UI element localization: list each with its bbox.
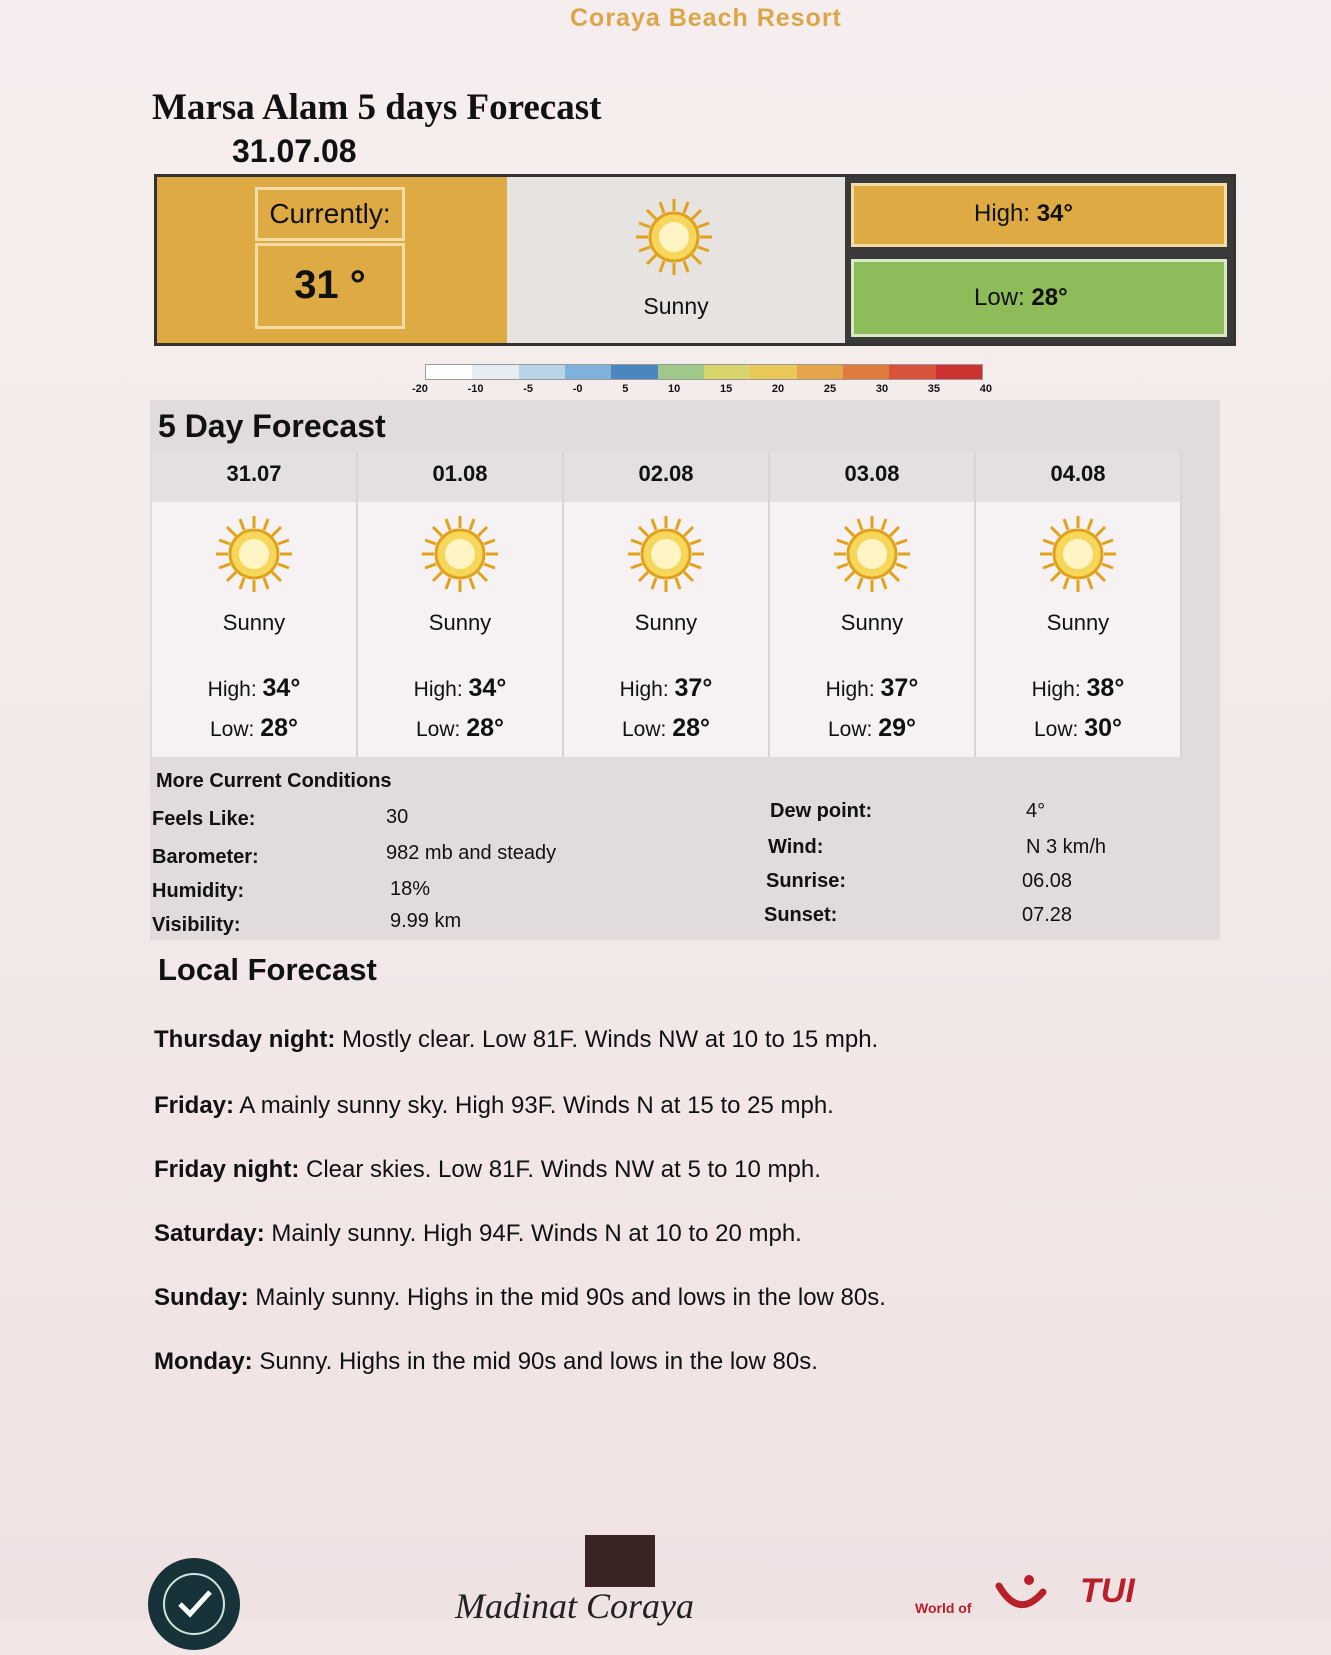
forecast-text: Clear skies. Low 81F. Winds NW at 5 to 10 mph. xyxy=(306,1156,821,1183)
page-date: 31.07.08 xyxy=(232,133,357,169)
low-label: Low: xyxy=(974,284,1025,311)
five-day-grid xyxy=(152,452,1182,757)
sun-icon xyxy=(212,512,296,596)
scale-tick-label: 30 xyxy=(875,383,889,395)
tui-brand: TUI xyxy=(1080,1572,1135,1610)
day-low xyxy=(976,714,1180,743)
forecast-day xyxy=(770,452,976,757)
forecast-period: Monday: xyxy=(154,1348,253,1375)
temperature-scale-labels xyxy=(412,383,992,395)
day-low-label: Low: xyxy=(827,718,873,741)
sun-icon xyxy=(624,512,708,596)
day-condition: Sunny xyxy=(634,610,698,635)
day-date: 04.08 xyxy=(976,452,1180,502)
forecast-day xyxy=(564,452,770,757)
day-low xyxy=(152,714,356,743)
day-high-label: High: xyxy=(825,678,875,701)
forecast-text: Mostly clear. Low 81F. Winds NW at 10 to 15 mph. xyxy=(342,1026,879,1053)
high-bar xyxy=(851,183,1227,247)
day-high-label: High: xyxy=(207,678,257,701)
day-low-label: Low: xyxy=(1033,718,1079,741)
forecast-period: Friday: xyxy=(154,1092,235,1119)
feels-like-label: Feels Like: xyxy=(152,808,256,830)
madinat-brand: Madinat Coraya xyxy=(455,1586,694,1626)
forecast-period: Saturday: xyxy=(154,1220,265,1247)
wind-value: N 3 km/h xyxy=(1026,836,1107,858)
day-high-label: High: xyxy=(413,678,463,701)
day-low xyxy=(358,714,562,743)
green-globe-logo xyxy=(148,1558,240,1650)
check-icon xyxy=(148,1558,240,1650)
five-day-heading: 5 Day Forecast xyxy=(158,408,386,444)
day-condition: Sunny xyxy=(840,610,904,635)
day-low-value: 28° xyxy=(466,714,504,742)
day-low-label: Low: xyxy=(415,718,461,741)
temperature-color-scale xyxy=(425,364,983,380)
day-high-value: 37° xyxy=(674,674,713,702)
scale-segment xyxy=(750,365,796,379)
resort-name: Coraya Beach Resort xyxy=(570,4,842,32)
forecast-period: Thursday night: xyxy=(154,1026,336,1053)
day-high xyxy=(976,674,1180,703)
sun-icon xyxy=(830,512,914,596)
day-condition: Sunny xyxy=(428,610,492,635)
tui-smile-logo xyxy=(993,1572,1053,1620)
page-title: Marsa Alam 5 days Forecast xyxy=(152,87,602,128)
scale-segment xyxy=(611,365,657,379)
scale-tick-label: 25 xyxy=(823,383,837,395)
day-high xyxy=(152,674,356,703)
forecast-day xyxy=(152,452,358,757)
conditions-heading: More Current Conditions xyxy=(156,770,392,792)
day-date: 03.08 xyxy=(770,452,974,502)
day-date: 31.07 xyxy=(152,452,356,502)
humidity-value: 18% xyxy=(390,878,431,900)
local-forecast-line xyxy=(154,1348,818,1376)
low-value: 28° xyxy=(1031,284,1068,311)
day-low-label: Low: xyxy=(621,718,667,741)
sun-icon xyxy=(1036,512,1120,596)
tui-prefix: World of xyxy=(915,1600,972,1616)
scale-segment xyxy=(797,365,843,379)
high-value: 34° xyxy=(1036,200,1073,227)
day-condition: Sunny xyxy=(1046,610,1110,635)
local-forecast-line xyxy=(154,1220,802,1248)
forecast-text: Mainly sunny. Highs in the mid 90s and lows in the low 80s. xyxy=(255,1284,886,1311)
current-weather-panel xyxy=(507,177,845,343)
sunrise-label: Sunrise: xyxy=(766,870,847,892)
sun-icon xyxy=(632,195,716,279)
current-label: Currently: xyxy=(255,187,405,241)
day-high-value: 34° xyxy=(468,674,507,702)
day-low-value: 28° xyxy=(672,714,710,742)
forecast-period: Sunday: xyxy=(154,1284,249,1311)
dew-point-label: Dew point: xyxy=(770,800,873,822)
current-temp-panel xyxy=(157,177,507,343)
scale-segment xyxy=(704,365,750,379)
barometer-value: 982 mb and steady xyxy=(386,842,557,864)
day-low-value: 28° xyxy=(260,714,298,742)
day-low xyxy=(770,714,974,743)
current-condition: Sunny xyxy=(643,293,709,319)
day-date: 01.08 xyxy=(358,452,562,502)
scale-tick-label: -5 xyxy=(523,383,533,395)
low-text xyxy=(974,284,1214,312)
scale-tick-label: -0 xyxy=(572,383,583,395)
day-high-value: 37° xyxy=(880,674,919,702)
day-high-value: 34° xyxy=(262,674,301,702)
sunset-label: Sunset: xyxy=(764,904,838,926)
scale-tick-label: 40 xyxy=(979,383,992,395)
high-text xyxy=(974,200,1214,228)
day-low-value: 30° xyxy=(1084,714,1122,742)
local-forecast-heading: Local Forecast xyxy=(158,952,377,987)
visibility-label: Visibility: xyxy=(152,914,241,936)
scale-segment xyxy=(843,365,889,379)
feels-like-value: 30 xyxy=(386,806,409,828)
day-high xyxy=(564,674,768,703)
scale-segment xyxy=(658,365,704,379)
low-bar xyxy=(851,259,1227,337)
scale-segment xyxy=(565,365,611,379)
scale-segment xyxy=(519,365,565,379)
day-high xyxy=(358,674,562,703)
madinat-emblem xyxy=(585,1535,655,1587)
forecast-text: A mainly sunny sky. High 93F. Winds N at 15 to 25 mph. xyxy=(239,1092,834,1119)
forecast-period: Friday night: xyxy=(154,1156,300,1183)
forecast-text: Mainly sunny. High 94F. Winds N at 10 to 20 mph. xyxy=(271,1220,802,1247)
scale-tick-label: -20 xyxy=(412,383,428,395)
scale-tick-label: -10 xyxy=(467,383,484,395)
scale-tick-label: 35 xyxy=(927,383,941,395)
local-forecast-line xyxy=(154,1092,834,1120)
local-forecast-line xyxy=(154,1156,821,1184)
sunrise-value: 06.08 xyxy=(1022,870,1073,892)
barometer-label: Barometer: xyxy=(152,846,259,868)
day-low xyxy=(564,714,768,743)
forecast-text: Sunny. Highs in the mid 90s and lows in the low 80s. xyxy=(259,1348,818,1375)
sun-icon xyxy=(418,512,502,596)
high-low-panel xyxy=(845,177,1233,343)
high-label: High: xyxy=(974,200,1031,227)
day-low-value: 29° xyxy=(878,714,916,742)
day-date: 02.08 xyxy=(564,452,768,502)
current-temperature: 31 ° xyxy=(255,243,405,329)
day-high-label: High: xyxy=(619,678,669,701)
day-high xyxy=(770,674,974,703)
local-forecast-line xyxy=(154,1284,886,1312)
day-low-label: Low: xyxy=(209,718,255,741)
scale-segment xyxy=(426,365,472,379)
dew-point-value: 4° xyxy=(1026,800,1046,822)
sunset-value: 07.28 xyxy=(1022,904,1073,926)
visibility-value: 9.99 km xyxy=(390,910,462,932)
forecast-day xyxy=(976,452,1182,757)
humidity-label: Humidity: xyxy=(152,880,245,902)
scale-tick-label: 5 xyxy=(622,383,629,395)
scale-tick-label: 15 xyxy=(719,383,733,395)
day-high-label: High: xyxy=(1031,678,1081,701)
forecast-day xyxy=(358,452,564,757)
day-condition: Sunny xyxy=(222,610,286,635)
scale-segment xyxy=(472,365,518,379)
scale-segment xyxy=(889,365,935,379)
scale-tick-label: 20 xyxy=(771,383,785,395)
scale-segment xyxy=(936,365,982,379)
scale-tick-label: 10 xyxy=(668,383,681,395)
wind-label: Wind: xyxy=(768,836,824,858)
local-forecast-line xyxy=(154,1026,878,1054)
day-high-value: 38° xyxy=(1086,674,1125,702)
current-conditions-box xyxy=(154,174,1236,346)
